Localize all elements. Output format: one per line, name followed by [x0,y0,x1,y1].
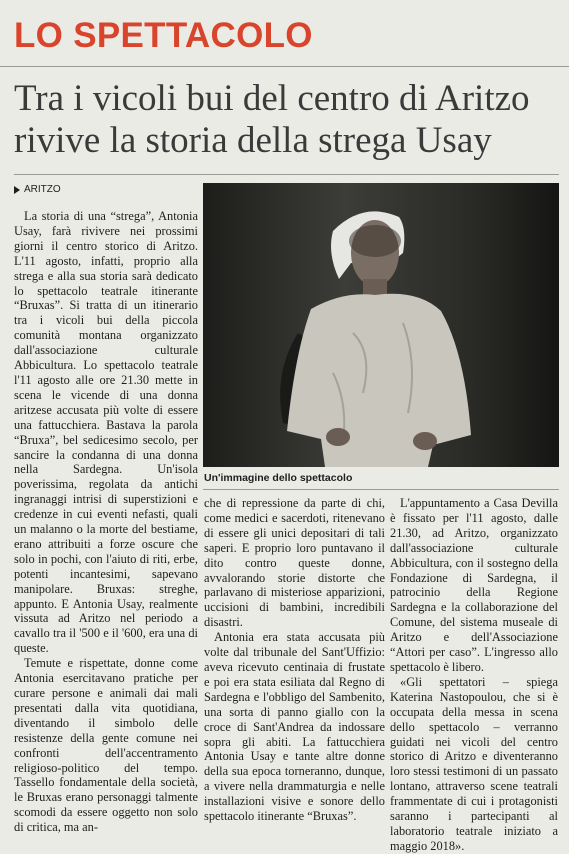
location-label: ARITZO [24,184,61,195]
paragraph: «Gli spettatori – spiega Katerina Nastopoulou, che si è occupata della messa in scena dello spettacolo – verranno guidati nei vicoli del centro storico di Aritzo e diventeranno loro stessi testimoni di un passato lontano, attraverso scene teatrali frammentate di cui i protagonisti saranno i partecipanti al laboratorio teatrale iniziato a maggio 2018». [390,674,558,853]
divider [14,174,559,175]
divider [203,489,559,490]
paragraph: Antonia era stata accusata più volte dal tribunale del Sant'Uffizio: aveva ricevuto centinaia di frustate e poi era stata esiliata dal Regno di Sardegna e l'obbligo del Sambenito, una sorta di panno giallo con la croce di Sant'Andrea da indossare sopra gli abiti. La fattucchiera Antonia Usay e tante altre donne della sua epoca torneranno, dunque, a vivere nella drammaturgia e nelle installazioni visive e sonore dello spettacolo itinerante “Bruxas”. [204,630,385,824]
article-column-3 [390,496,558,854]
woman-portrait-illustration [203,183,559,467]
article-column-2 [204,496,385,824]
paragraph: che di repressione da parte di chi, come medici e sacerdoti, ritenevano di essere gli unici depositari di tali saperi. E proprio loro puntavano il dito contro queste donne, avvalorando storie distorte che parlavano di misteriose apparizioni, uccisioni di bambini, incredibili disastri. [204,496,385,630]
location-tag [14,184,61,195]
photo-caption: Un'immagine dello spettacolo [204,472,353,484]
paragraph: La storia di una “strega”, Antonia Usay, farà rivivere nei prossimi giorni il centro storico di Aritzo. L'11 agosto, infatti, proprio alla strega e alla sua storia sarà dedicato lo spettacolo teatrale itinerante “Bruxas”. Si tratta di un itinerario tra i vicoli bui della piccola comunità montana organizzato dall'associazione culturale Abbicultura. Lo spettacolo teatrale l'11 agosto alle ore 21.30 mette in scena le vicende di una donna aritzese accusata più volte di essere una fattucchiera. Bastava la parola “Bruxa”, bel sedicesimo secolo, per sancire la condanna di una donna nella Sardegna. Un'isola poverissima, regolata da antichi ingranaggi intrisi di superstizioni e credenze in cui eventi nefasti, quali un malanno o la morte del bestiame, erano attribuiti a forze oscure che solo in pochi, con l'aiuto di riti, erbe, potenti incantesimi, sapevano manipolare. Bruxas: streghe, appunto. E Antonia Usay, realmente vissuta ad Aritzo nel periodo a cavallo tra il '500 e il '600, era una di queste. [14,209,198,656]
headline: Tra i vicoli bui del centro di Aritzo rivive la storia della strega Usay [14,78,530,161]
section-title: LO SPETTACOLO [14,16,313,55]
article-column-1 [14,209,198,835]
paragraph: Temute e rispettate, donne come Antonia esercitavano pratiche per curare persone e animali dai mali presentati dalla vita quotidiana, diventando il simbolo delle resistenze della gente comune nei confronti dell'accentramento religioso-politico del tempo. Tassello fondamentale della società, le Bruxas erano personaggi talmente scomodi da essere oggetto non solo di critica, ma an- [14,656,198,835]
divider [0,66,569,67]
article-photo [203,183,559,467]
paragraph: L'appuntamento a Casa Devilla è fissato per l'11 agosto, dalle 21.30, ad Aritzo, organizzato dall'associazione culturale Abbicultura, con il sostegno della Fondazione di Sardegna, il patrocinio della Regione Sardegna e la collaborazione del Comune, del sistema museale di Aritzo e dell'Associazione “Attori per caso”. L'ingresso allo spettacolo è libero. [390,496,558,674]
triangle-bullet-icon [14,186,20,194]
